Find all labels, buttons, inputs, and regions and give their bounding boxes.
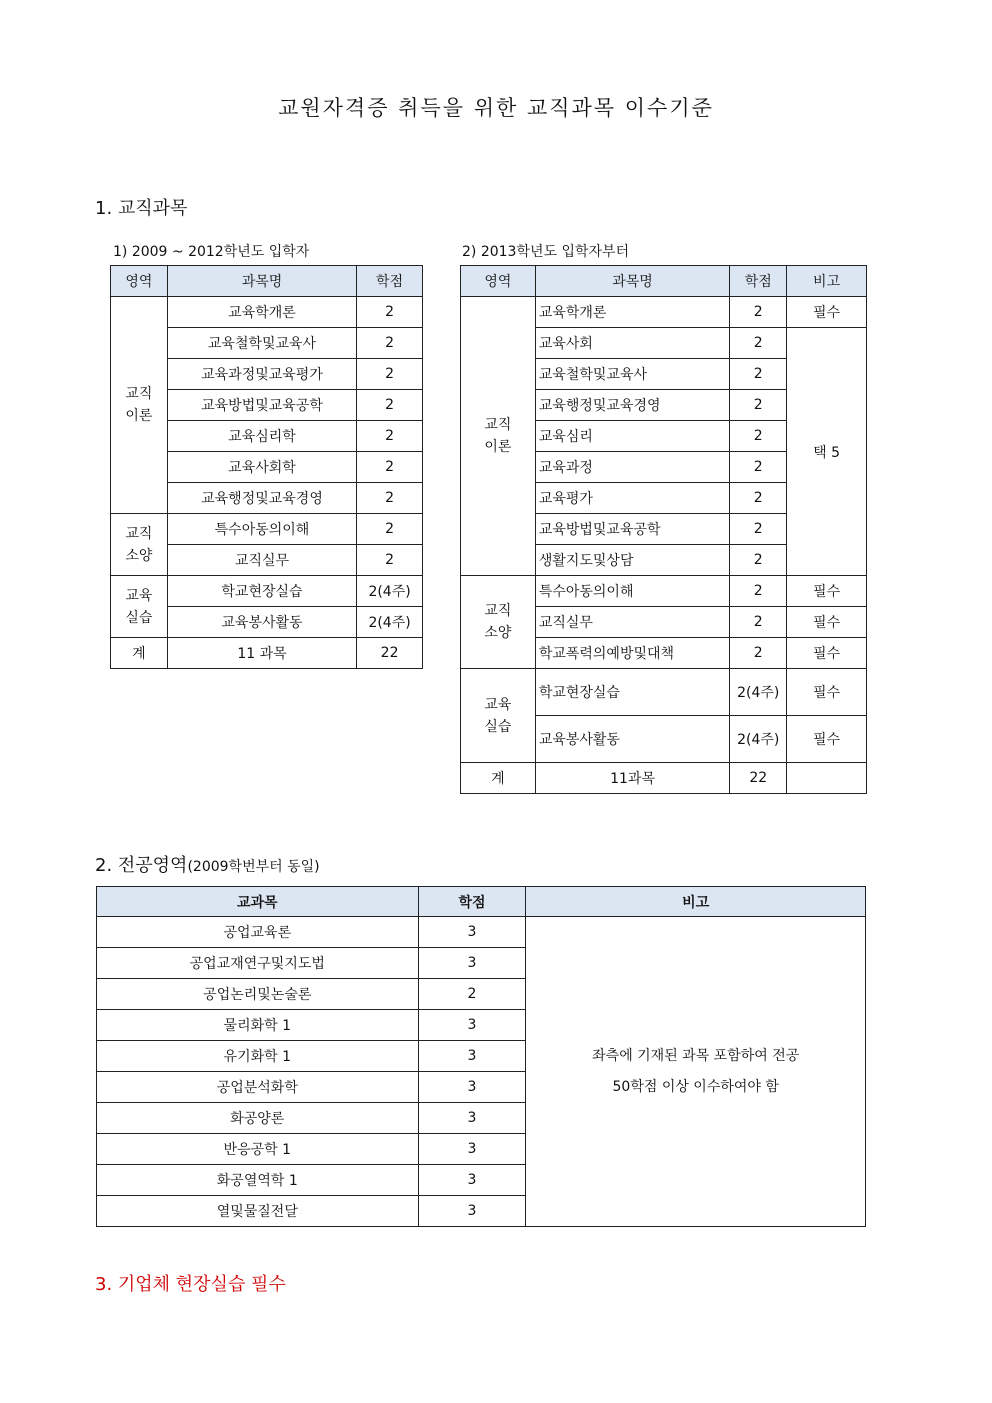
course-name: 물리화학 1 [97,1010,419,1041]
header-cell: 비고 [526,887,866,917]
area-cell [461,669,536,763]
credit-cell: 2 [730,607,787,638]
section3-heading: 3. 기업체 현장실습 필수 [95,1274,286,1295]
total-courses: 11과목 [535,763,729,794]
credit-cell: 3 [418,1103,526,1134]
course-name: 교직실무 [535,607,729,638]
credit-cell: 2(4주) [730,716,787,763]
credit-cell: 2 [418,979,526,1010]
header-cell: 학점 [730,266,787,297]
credit-cell: 2 [357,390,423,421]
course-name: 교직실무 [167,545,356,576]
course-name: 교육학개론 [167,297,356,328]
table-row [111,576,423,607]
course-name: 교육방법및교육공학 [167,390,356,421]
credit-cell: 2 [730,359,787,390]
credit-cell: 2 [357,421,423,452]
course-name: 화공열역학 1 [97,1165,419,1196]
course-name: 교육봉사활동 [535,716,729,763]
credit-cell: 3 [418,917,526,948]
header-cell: 과목명 [167,266,356,297]
credit-cell: 2 [357,545,423,576]
area-line: 소양 [484,625,512,641]
area-cell [461,576,536,669]
course-name: 교육평가 [535,483,729,514]
header-cell: 비고 [787,266,867,297]
course-name: 공업교재연구및지도법 [97,948,419,979]
course-name: 교육방법및교육공학 [535,514,729,545]
course-name: 교육과정및교육평가 [167,359,356,390]
credit-cell: 2(4주) [730,669,787,716]
credit-cell: 2(4주) [357,607,423,638]
credit-cell: 2 [730,483,787,514]
course-name: 유기화학 1 [97,1041,419,1072]
course-name: 학교현장실습 [535,669,729,716]
credit-cell: 2 [730,421,787,452]
table-row [97,917,866,948]
area-cell [461,297,536,576]
credit-cell: 3 [418,1134,526,1165]
course-name: 생활지도및상담 [535,545,729,576]
credit-cell: 3 [418,1041,526,1072]
credit-cell: 2 [357,452,423,483]
area-line: 이론 [125,408,153,424]
course-name: 교육봉사활동 [167,607,356,638]
course-name: 특수아동의이해 [535,576,729,607]
course-name: 화공양론 [97,1103,419,1134]
course-name: 학교현장실습 [167,576,356,607]
area-cell [111,297,168,514]
section2-heading-main: 2. 전공영역 [95,855,188,876]
credit-cell: 2 [730,328,787,359]
area-line: 교직 [484,603,512,619]
major-table [96,886,866,1227]
credit-cell: 3 [418,948,526,979]
total-note [787,763,867,794]
course-name: 학교폭력의예방및대책 [535,638,729,669]
credit-cell: 3 [418,1165,526,1196]
credit-cell: 2 [730,638,787,669]
credit-cell: 2(4주) [357,576,423,607]
total-row [111,638,423,669]
area-cell [111,514,168,576]
note-cell: 필수 [787,669,867,716]
section2-heading [95,851,320,877]
note-cell: 필수 [787,607,867,638]
course-name: 특수아동의이해 [167,514,356,545]
credit-cell: 2 [730,514,787,545]
course-name: 공업논리및논술론 [97,979,419,1010]
table-row [461,297,867,328]
area-line: 이론 [484,439,512,455]
total-label: 계 [111,638,168,669]
course-name: 교육사회 [535,328,729,359]
note-merged-cell [526,917,866,1227]
table-b-caption: 2) 2013학년도 입학자부터 [462,244,630,260]
course-name: 교육철학및교육사 [167,328,356,359]
credit-cell: 2 [730,390,787,421]
course-name: 반응공학 1 [97,1134,419,1165]
page-title: 교원자격증 취득을 위한 교직과목 이수기준 [278,96,714,120]
header-cell: 과목명 [535,266,729,297]
area-line: 교직 [484,417,512,433]
header-cell: 학점 [418,887,526,917]
course-name: 교육학개론 [535,297,729,328]
area-line: 소양 [125,547,153,564]
area-cell [111,576,168,638]
credit-cell: 2 [357,328,423,359]
note-cell: 필수 [787,716,867,763]
course-name: 교육과정 [535,452,729,483]
credit-cell: 2 [357,359,423,390]
total-credit: 22 [730,763,787,794]
credit-cell: 2 [357,514,423,545]
course-name: 교육행정및교육경영 [167,483,356,514]
note-line: 50학점 이상 이수하여야 함 [612,1078,779,1095]
course-name: 교육심리학 [167,421,356,452]
table-row [461,669,867,716]
total-credit: 22 [357,638,423,669]
note-line: 좌측에 기재된 과목 포함하여 전공 [592,1047,800,1064]
note-merged-cell: 택 5 [787,328,867,576]
course-name: 공업분석화학 [97,1072,419,1103]
table-a [110,265,423,669]
table-b [460,265,867,794]
area-line: 실습 [484,718,512,735]
course-name: 열및물질전달 [97,1196,419,1227]
total-row [461,763,867,794]
course-name: 교육심리 [535,421,729,452]
total-courses: 11 과목 [167,638,356,669]
area-line: 교직 [125,525,153,542]
header-cell: 교과목 [97,887,419,917]
table-row [461,576,867,607]
credit-cell: 2 [730,545,787,576]
course-name: 공업교육론 [97,917,419,948]
header-cell: 학점 [357,266,423,297]
section1-heading: 1. 교직과목 [95,198,188,219]
section2-heading-sub: (2009학번부터 동일) [187,859,320,875]
header-cell: 영역 [461,266,536,297]
course-name: 교육철학및교육사 [535,359,729,390]
header-cell: 영역 [111,266,168,297]
credit-cell: 3 [418,1010,526,1041]
table-row [111,514,423,545]
note-cell: 필수 [787,576,867,607]
area-line: 교직 [125,386,153,402]
credit-cell: 2 [730,297,787,328]
course-name: 교육행정및교육경영 [535,390,729,421]
course-name: 교육사회학 [167,452,356,483]
total-label: 계 [461,763,536,794]
note-cell: 필수 [787,638,867,669]
credit-cell: 3 [418,1072,526,1103]
credit-cell: 2 [730,576,787,607]
credit-cell: 3 [418,1196,526,1227]
credit-cell: 2 [730,452,787,483]
area-line: 교육 [125,587,153,604]
note-cell: 필수 [787,297,867,328]
credit-cell: 2 [357,297,423,328]
area-line: 실습 [125,609,153,626]
area-line: 교육 [484,696,512,713]
table-a-caption: 1) 2009 ~ 2012학년도 입학자 [113,244,310,260]
credit-cell: 2 [357,483,423,514]
table-row [111,297,423,328]
